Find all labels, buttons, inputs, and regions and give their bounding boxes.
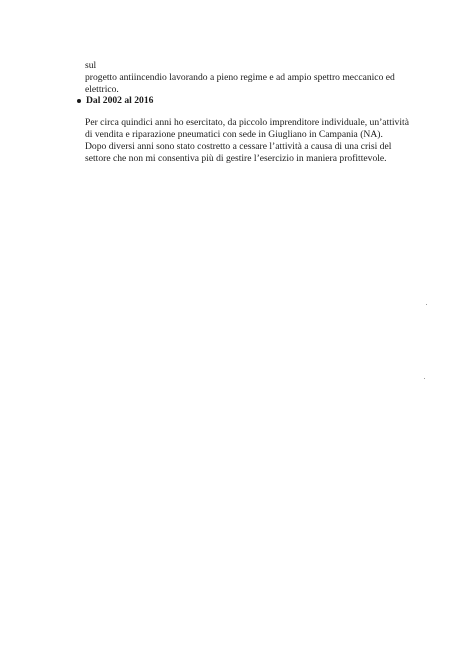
paragraph-line-3: Dopo diversi anni sono stato costretto a cessare l’attività a causa di una crisi del xyxy=(85,141,392,152)
scan-speck xyxy=(424,378,425,379)
intro-line-2: progetto antiincendio lavorando a pieno regime e ad ampio spettro meccanico ed xyxy=(85,72,395,83)
paragraph-line-1: Per circa quindici anni ho esercitato, da piccolo imprenditore individuale, un’attività xyxy=(85,117,409,128)
section-heading: Dal 2002 al 2016 xyxy=(86,95,154,106)
intro-line-3: elettrico. xyxy=(85,84,119,95)
paragraph-line-2: di vendita e riparazione pneumatici con sede in Giugliano in Campania (NA). xyxy=(85,129,383,140)
intro-line-1: sul xyxy=(85,60,97,71)
scan-speck xyxy=(426,304,427,305)
bullet-icon xyxy=(77,99,81,103)
paragraph-line-4: settore che non mi consentiva più di gestire l’esercizio in maniera profittevole. xyxy=(85,153,387,164)
